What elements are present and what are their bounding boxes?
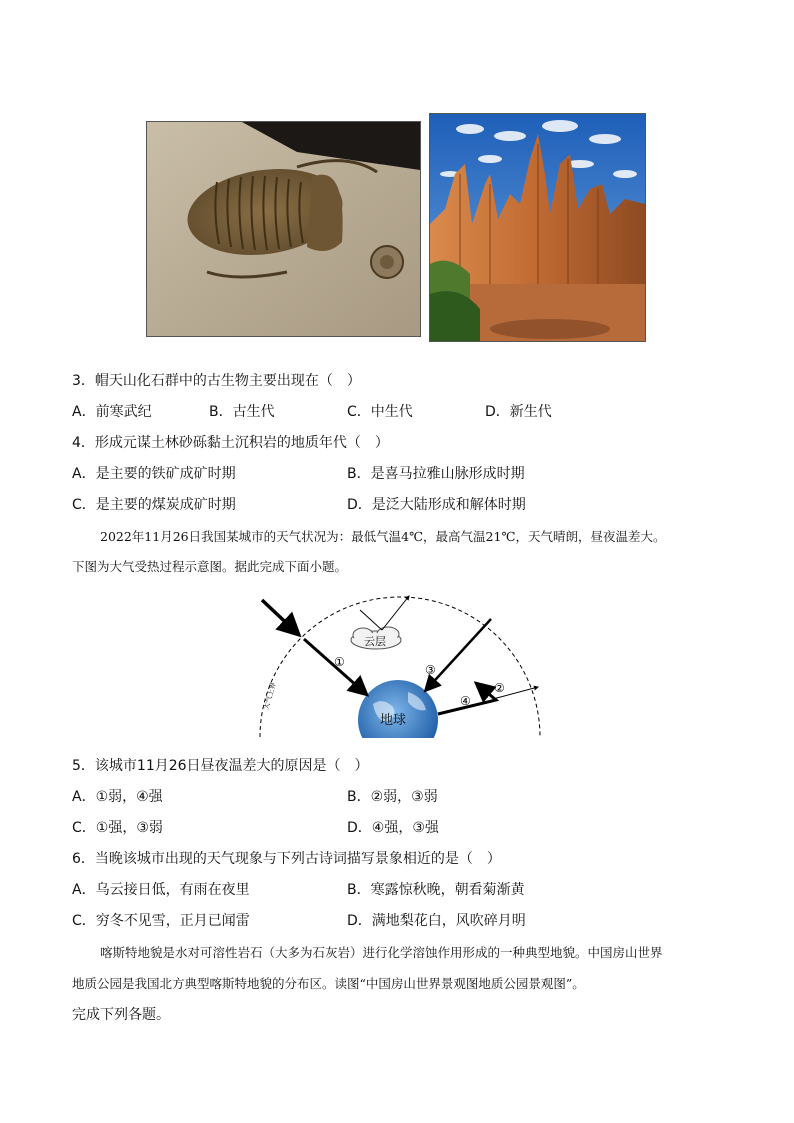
question-4-stem: 4．形成元谋土林砂砾黏土沉积岩的地质年代（ ） [72,435,389,451]
q6-option-b[interactable]: B．寒露惊秋晚，朝看菊渐黄 [347,882,525,898]
cloud-label: 云层 [364,635,386,648]
q4-option-c[interactable]: C．是主要的煤炭成矿时期 [72,497,236,513]
marker-3: ③ [425,663,436,677]
passage-1-line-2: 下图为大气受热过程示意图。据此完成下面小题。 [72,559,348,574]
q6-option-c[interactable]: C．穷冬不见雪，正月已闻雷 [72,913,250,929]
q5-option-d[interactable]: D．④强，③强 [347,820,439,836]
trilobite-fossil-photo [146,121,421,337]
marker-2: ② [494,681,505,695]
earth-forest-landscape-photo [429,113,646,342]
q6-option-a[interactable]: A．乌云接日低，有雨在夜里 [72,882,250,898]
q3-option-b[interactable]: B．古生代 [209,404,275,420]
q3-option-a[interactable]: A．前寒武纪 [72,404,152,420]
passage-2-line-3: 完成下列各题。 [72,1007,170,1023]
earth-label: 地球 [380,713,407,728]
q4-option-a[interactable]: A．是主要的铁矿成矿时期 [72,466,236,482]
q3-option-d[interactable]: D．新生代 [485,404,552,420]
question-6-stem: 6．当晚该城市出现的天气现象与下列古诗词描写景象相近的是（ ） [72,851,501,867]
q4-option-d[interactable]: D．是泛大陆形成和解体时期 [347,497,526,513]
atmospheric-heating-diagram [248,592,548,742]
q6-option-d[interactable]: D．满地梨花白，风吹碎月明 [347,913,526,929]
q4-option-b[interactable]: B．是喜马拉雅山脉形成时期 [347,466,525,482]
passage-1-line-1: 2022年11月26日我国某城市的天气状况为：最低气温4℃，最高气温21℃，天气晴朗，昼夜温差大。 [100,529,666,544]
q5-option-b[interactable]: B．②弱，③弱 [347,789,438,805]
passage-2-line-2: 地质公园是我国北方典型喀斯特地貌的分布区。读图“中国房山世界景观图地质公园景观图”。 [72,976,585,991]
question-5-stem: 5．该城市11月26日昼夜温差大的原因是（ ） [72,758,369,774]
marker-1: ① [334,655,345,669]
passage-2-line-1: 喀斯特地貌是水对可溶性岩石（大多为石灰岩）进行化学溶蚀作用形成的一种典型地貌。中国房山世界 [100,945,663,960]
q5-option-a[interactable]: A．①弱，④强 [72,789,163,805]
q3-option-c[interactable]: C．中生代 [347,404,413,420]
question-3-stem: 3．帽天山化石群中的古生物主要出现在（ ） [72,373,361,389]
q5-option-c[interactable]: C．①强，③弱 [72,820,163,836]
marker-4: ④ [460,694,471,708]
atmosphere-top-label: 大气上界 [262,681,278,711]
